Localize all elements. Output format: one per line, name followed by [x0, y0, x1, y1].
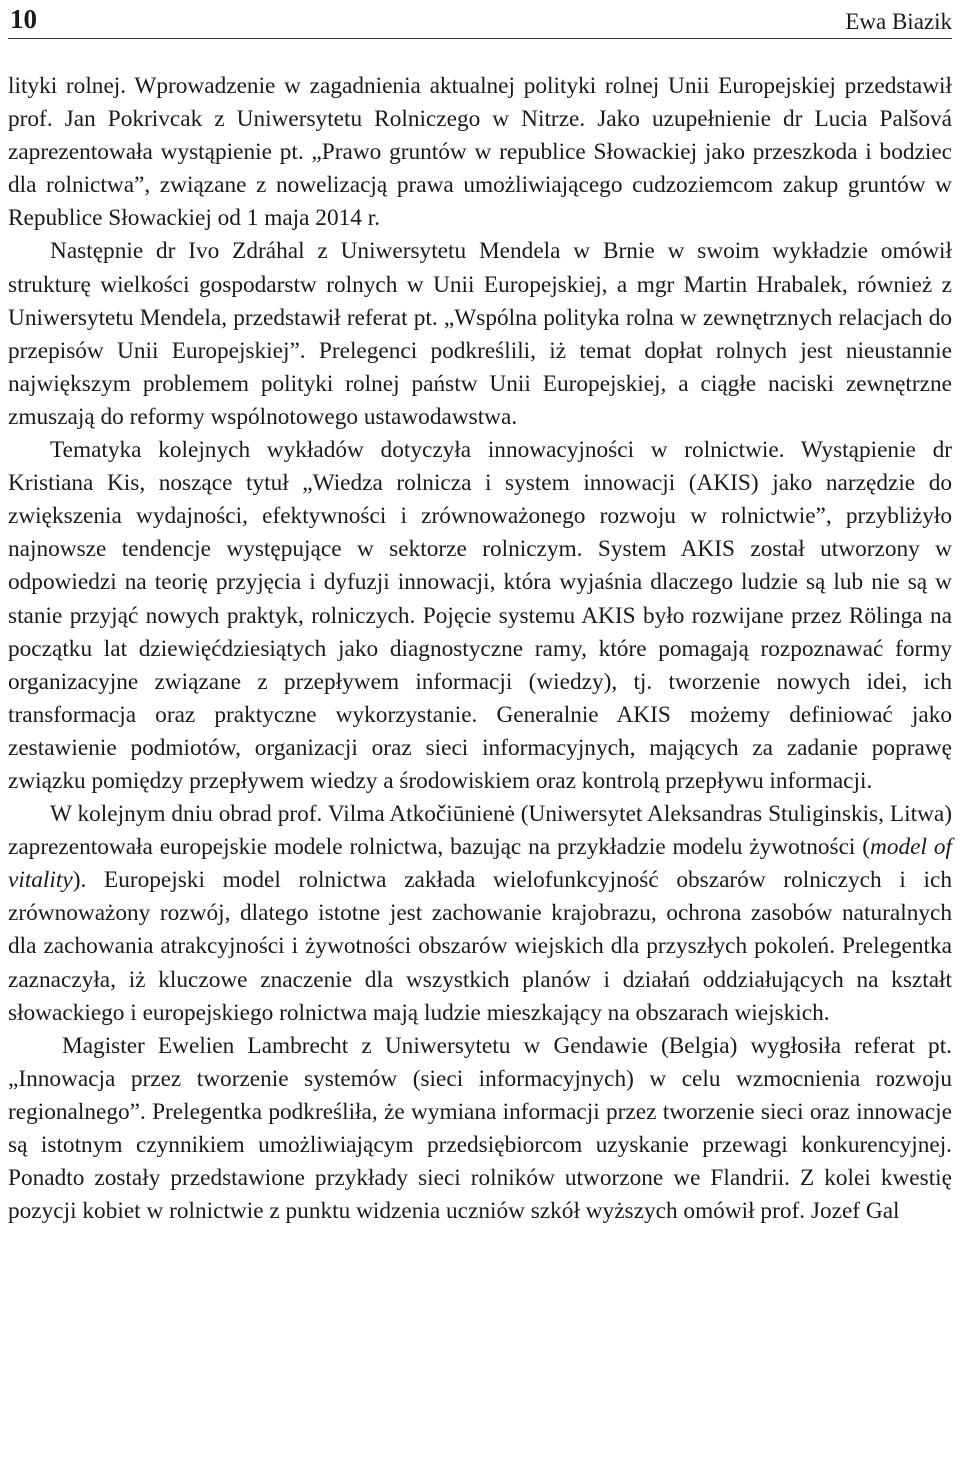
article-body	[8, 70, 952, 1228]
paragraph-3: Tematyka kolejnych wykładów dotyczyła innowacyjności w rolnictwie. Wystąpienie dr Kristiana Kis, noszące tytuł „Wiedza rolnicza i system innowacji (AKIS) jako narzędzie do zwiększenia wydajności, efektywności i zrównoważonego rozwoju w rolnictwie”, przybliżyło najnowsze tendencje występujące w sektorze rolniczym. System AKIS został utworzony w odpowiedzi na teorię przyjęcia i dyfuzji innowacji, która wyjaśnia dlaczego ludzie są lub nie są w stanie przyjąć nowych praktyk, rolniczych. Pojęcie systemu AKIS było rozwijane przez Rölinga na początku lat dziewięćdziesiątych jako diagnostyczne ramy, które pomagają rozpoznawać formy organizacyjne związane z przepływem informacji (wiedzy), tj. tworzenie nowych idei, ich transformacja oraz praktyczne wykorzystanie. Generalnie AKIS możemy definiować jako zestawienie podmiotów, organizacji oraz sieci informacyjnych, mających za zadanie poprawę związku pomiędzy przepływem wiedzy a środowiskiem oraz kontrolą przepływu informacji.	[8, 437, 952, 794]
running-header-author: Ewa Biazik	[845, 9, 952, 34]
paragraph-4	[8, 798, 952, 1030]
paragraph-1: lityki rolnej. Wprowadzenie w zagadnienia aktualnej polityki rolnej Unii Europejskiej przedstawił prof. Jan Pokrivcak z Uniwersytetu Rolniczego w Nitrze. Jako uzupełnienie dr Lucia Palšová zaprezentowała wystąpienie pt. „Prawo gruntów w republice Słowackiej jako przeszkoda i bodziec dla rolnictwa”, związane z nowelizacją prawa umożliwiającego cudzoziemcom zakup gruntów w Republice Słowackiej od 1 maja 2014 r.	[8, 73, 952, 232]
paragraph-4-italic-term: model of vitality	[8, 834, 952, 894]
paragraph-2: Następnie dr Ivo Zdráhal z Uniwersytetu Mendela w Brnie w swoim wykładzie omówił strukturę wielkości gospodarstw rolnych w Unii Europejskiej, a mgr Martin Hrabalek, również z Uniwersytetu Mendela, przedstawił referat pt. „Wspólna polityka rolna w zewnętrznych relacjach do przepisów Unii Europejskiej”. Prelegenci podkreślili, iż temat dopłat rolnych jest nieustannie największym problemem polityki rolnej państw Unii Europejskiej, a ciągłe naciski zewnętrzne zmuszają do reformy wspólnotowego ustawodawstwa.	[8, 238, 952, 430]
paragraph-5: Magister Ewelien Lambrecht z Uniwersytetu w Gendawie (Belgia) wygłosiła referat pt. „Innowacja przez tworzenie systemów (sieci informacyjnych) w celu wzmocnienia rozwoju regionalnego”. Prelegentka podkreśliła, że wymiana informacji przez tworzenie sieci oraz innowacje są istotnym czynnikiem umożliwiającym przedsiębiorcom uzyskanie przewagi konkurencyjnej. Ponadto zostały przedstawione przykłady sieci rolników utworzone we Flandrii. Z kolei kwestię pozycji kobiet w rolnictwie z punktu widzenia uczniów szkół wyższych omówił prof. Jozef Gal	[8, 1032, 952, 1225]
paragraph-4-text-end: ). Europejski model rolnictwa zakłada wielofunkcyjność obszarów rolniczych i ich zrównoważony rozwój, dlatego istotne jest zachowanie krajobrazu, ochrona zasobów naturalnych dla zachowania atrakcyjności i żywotności obszarów wiejskich dla przyszłych pokoleń. Prelegentka zaznaczyła, iż kluczowe znaczenie dla wszystkich planów i działań oddziałujących na kształt słowackiego i europejskiego rolnictwa mają ludzie mieszkający na obszarach wiejskich.	[8, 867, 952, 1026]
running-header	[8, 4, 952, 39]
paragraph-4-text-start: W kolejnym dniu obrad prof. Vilma Atkočiūnienė (Uniwersytet Aleksandras Stuliginskis, Litwa) zaprezentowała europejskie modele rolnictwa, bazując na przykładzie modelu żywotności (	[8, 801, 952, 861]
page-number: 10	[10, 4, 37, 34]
document-page	[8, 0, 952, 1480]
